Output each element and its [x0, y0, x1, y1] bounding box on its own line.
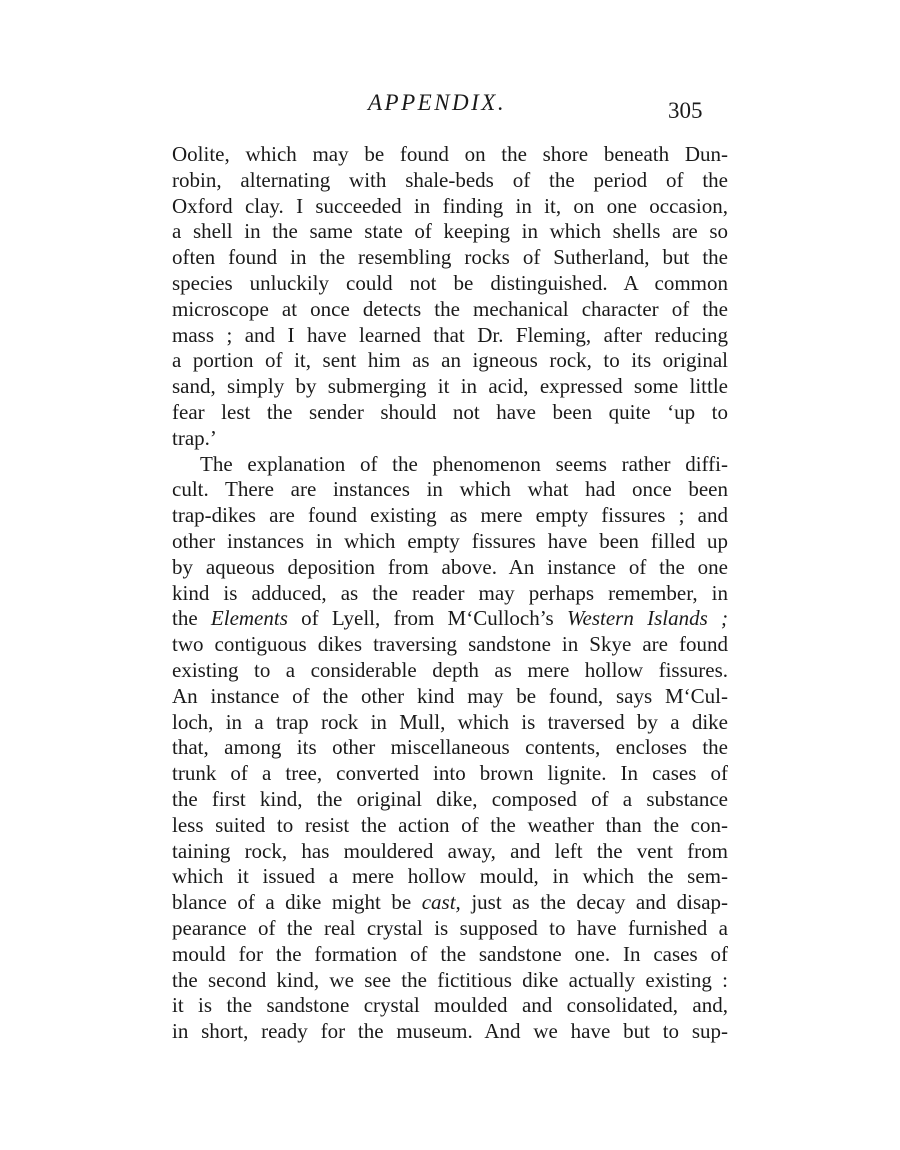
text-line: trap.’: [172, 425, 217, 450]
text-line: taining rock, has mouldered away, and left the vent from: [172, 838, 728, 863]
body-text: [172, 142, 728, 1045]
text-line: other instances in which empty fissures have been filled up: [172, 528, 728, 553]
text-line: loch, in a trap rock in Mull, which is traversed by a dike: [172, 709, 728, 734]
text-line: often found in the resembling rocks of Sutherland, but the: [172, 245, 728, 270]
text-line: it is the sandstone crystal moulded and consolidated, and,: [172, 993, 728, 1018]
text-line: a portion of it, sent him as an igneous rock, to its original: [172, 348, 728, 373]
text-line: trap-dikes are found existing as mere empty fissures ; and: [172, 503, 728, 528]
text-line: which it issued a mere hollow mould, in which the sem-: [172, 864, 728, 889]
text-line: The explanation of the phenomenon seems rather diffi-: [200, 451, 728, 476]
italic-text: Elements: [210, 606, 288, 631]
text-line: the second kind, we see the fictitious dike actually existing :: [172, 967, 728, 992]
text-line: Oolite, which may be found on the shore beneath Dun-: [172, 142, 728, 166]
text-line: robin, alternating with shale-beds of the period of the: [172, 167, 728, 192]
text-line: sand, simply by submerging it in acid, expressed some little: [172, 374, 728, 399]
text-line: Oxford clay. I succeeded in finding in it, on one occasion,: [172, 193, 728, 218]
text-line: in short, ready for the museum. And we have but to sup-: [172, 1019, 728, 1044]
text-line: existing to a considerable depth as mere hollow fissures.: [172, 657, 728, 682]
text-line: fear lest the sender should not have been quite ‘up to: [172, 399, 728, 424]
text-line: species unluckily could not be distinguished. A common: [172, 270, 728, 295]
page-number: 305: [668, 98, 703, 123]
text-line: less suited to resist the action of the weather than the con-: [172, 812, 728, 837]
text-line: pearance of the real crystal is supposed to have furnished a: [172, 915, 728, 940]
text-line: kind is adduced, as the reader may perhaps remember, in: [172, 580, 728, 605]
running-title: APPENDIX.: [368, 90, 507, 115]
italic-text: cast,: [421, 890, 461, 915]
text-line: mould for the formation of the sandstone one. In cases of: [172, 941, 728, 966]
text-line: a shell in the same state of keeping in which shells are so: [172, 219, 728, 244]
text-line: the Elements of Lyell, from M‘Culloch’s Western Islands ;: [172, 606, 728, 631]
text-line: cult. There are instances in which what had once been: [172, 477, 728, 502]
text-line: that, among its other miscellaneous contents, encloses the: [172, 735, 728, 760]
text-line: two contiguous dikes traversing sandstone in Skye are found: [172, 632, 728, 657]
text-line: the first kind, the original dike, composed of a substance: [172, 786, 728, 811]
text-line: trunk of a tree, converted into brown lignite. In cases of: [172, 761, 728, 786]
text-line: by aqueous deposition from above. An instance of the one: [172, 554, 728, 579]
text-line: An instance of the other kind may be found, says M‘Cul-: [172, 683, 728, 708]
text-line: microscope at once detects the mechanical character of the: [172, 296, 728, 321]
text-line: blance of a dike might be cast, just as the decay and disap-: [172, 890, 729, 915]
running-head: [0, 90, 900, 130]
text-line: mass ; and I have learned that Dr. Fleming, after reducing: [172, 322, 728, 347]
italic-text: Western Islands ;: [566, 606, 728, 631]
